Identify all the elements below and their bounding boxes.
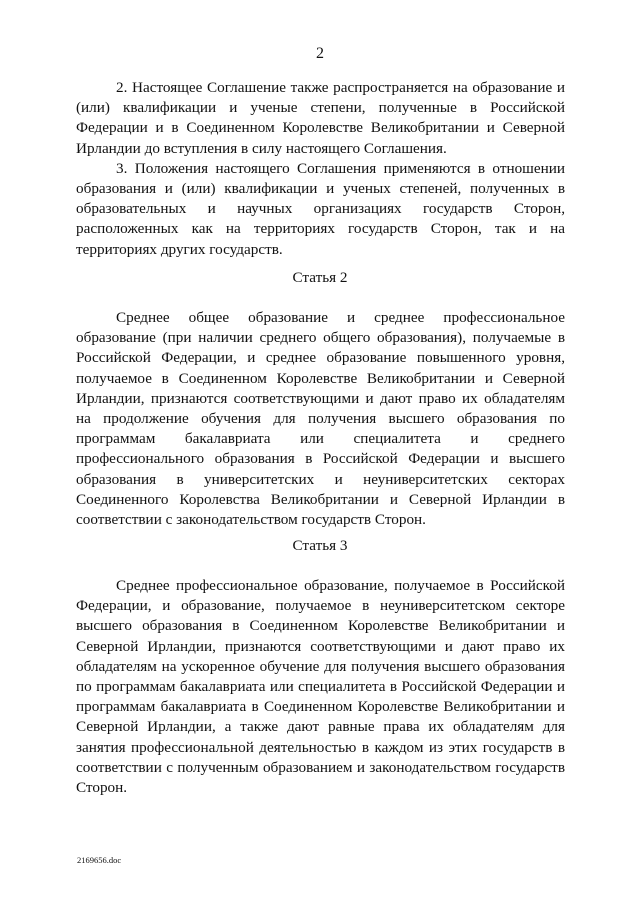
article-3-body <box>76 576 565 798</box>
article-2-body <box>76 308 565 530</box>
article-3-paragraph: Среднее профессиональное образование, получаемое в Российской Федерации, и образование, получаемое в неуниверситетском секторе высшего образования в Соединенном Королевстве Великобритании и Северной Ирландии, признаются соответствующими и дают право их обладателям на ускоренное обучение для получения высшего образования по программам бакалавриата или специалитета в Российской Федерации и программам бакалавриата в Соединенном Королевстве Великобритании и Северной Ирландии, а также дают равные права их обладателям для занятия профессиональной деятельностью в каждом из этих государств в соответствии с полученным образованием и законодательством государств Сторон. <box>76 577 565 797</box>
page-number: 2 <box>316 45 324 62</box>
footer-filename: 2169656.doc <box>77 855 122 865</box>
article-2-paragraph: Среднее общее образование и среднее профессиональное образование (при наличии среднего общего образования), получаемые в Российской Федерации, и среднее образование повышенного уровня, получаемое в Соединенном Королевстве Великобритании и Северной Ирландии, признаются соответствующими и дают право их обладателям на продолжение обучения для получения высшего образования по программам бакалавриата или специалитета и среднего профессионального образования в Российской Федерации и высшего образования в университетских и неуниверситетских секторах Соединенного Королевства Великобритании и Северной Ирландии в соответствии с законодательством государств Сторон. <box>76 309 565 529</box>
paragraph-clause-2: 2. Настоящее Соглашение также распространяется на образование и (или) квалификации и ученые степени, полученные в Российской Федерации и в Соединенном Королевстве Великобритании и Северной Ирландии до вступления в силу настоящего Соглашения. <box>76 79 565 157</box>
paragraph-clause-3: 3. Положения настоящего Соглашения применяются в отношении образования и (или) квалификации и ученых степеней, полученных в образовательных и научных организациях государств Сторон, расположенных как на территориях государств Сторон, так и на территориях других государств. <box>76 159 565 258</box>
article-2-heading: Статья 2 <box>292 269 348 286</box>
article-3-heading: Статья 3 <box>292 537 348 554</box>
intro-section <box>76 78 565 260</box>
